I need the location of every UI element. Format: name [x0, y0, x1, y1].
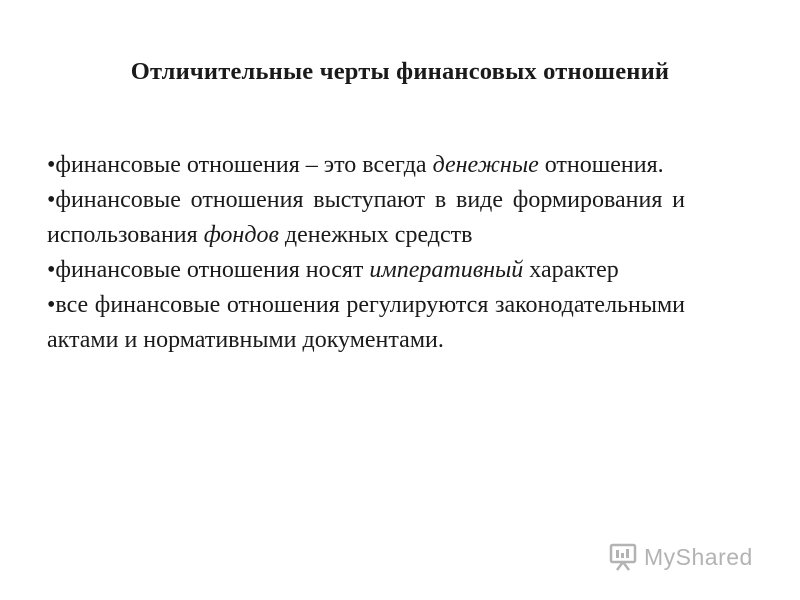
bullet-marker: • — [47, 187, 56, 213]
bullet-marker: • — [47, 257, 56, 283]
bullet-text: все финансовые отношения регулируются законодательными актами и нормативными документами. — [47, 292, 685, 353]
watermark-text: MyShared — [644, 543, 753, 570]
bullet-emphasis: императивный — [369, 257, 524, 283]
bullet-emphasis: денежные — [432, 152, 539, 178]
presentation-board-icon — [608, 542, 638, 572]
bullet-text-after: денежных средств — [278, 222, 473, 248]
bullet-item — [47, 148, 685, 183]
bullet-text: финансовые отношения выступают в виде формирования и использования — [47, 187, 685, 248]
bullet-emphasis: фондов — [203, 222, 279, 248]
bullet-text: финансовые отношения носят — [55, 257, 370, 283]
bullet-item — [47, 288, 685, 358]
bullet-item — [47, 253, 685, 288]
bullet-marker: • — [47, 292, 56, 318]
bullet-text: финансовые отношения – это всегда — [55, 152, 433, 178]
bullet-text-after: отношения. — [538, 152, 664, 178]
bullet-list — [47, 148, 685, 358]
slide-title: Отличительные черты финансовых отношений — [130, 58, 670, 85]
myshared-watermark[interactable] — [608, 540, 753, 574]
bullet-marker: • — [47, 152, 56, 178]
bullet-text-after: характер — [523, 257, 619, 283]
bullet-item — [47, 183, 685, 253]
